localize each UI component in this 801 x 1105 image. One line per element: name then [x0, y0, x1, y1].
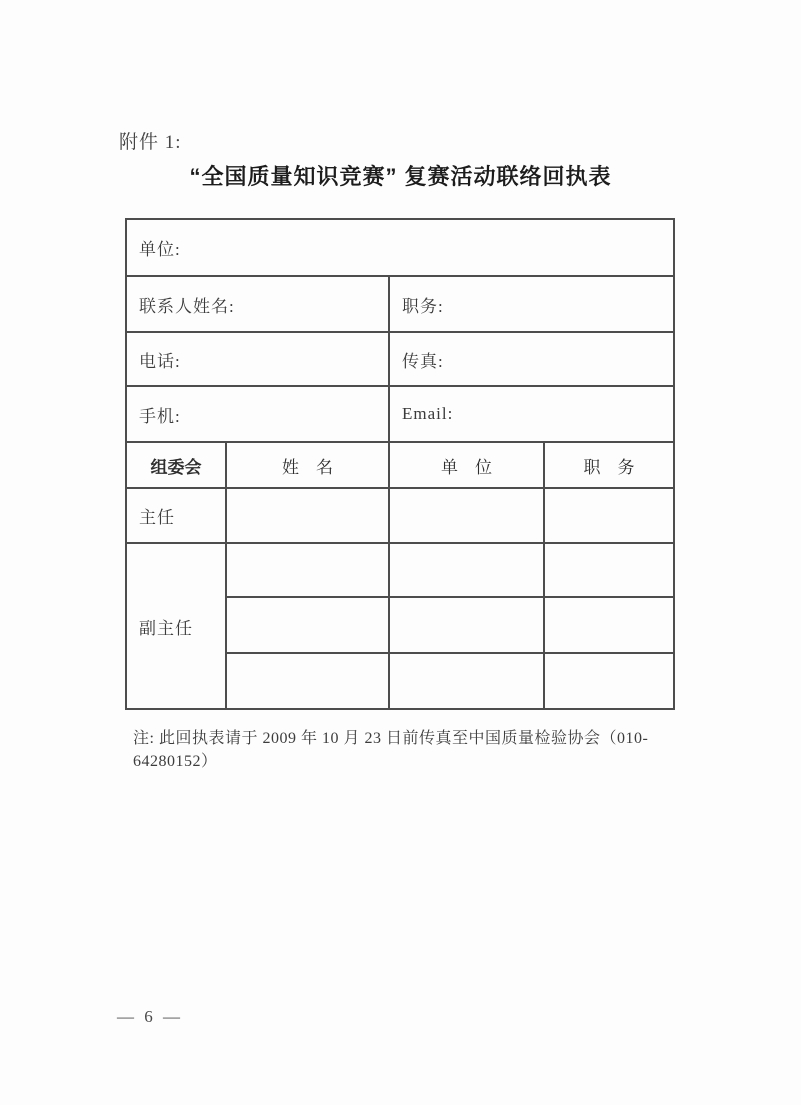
- cell-deputy-2-position: [544, 597, 674, 653]
- unit-field-label: 单位:: [126, 219, 674, 276]
- cell-deputy-2-unit: [389, 597, 544, 653]
- director-row: [126, 488, 674, 543]
- table-row-mobile: [126, 386, 674, 442]
- committee-header-row: [126, 442, 674, 488]
- position-field-label: 职务:: [389, 276, 674, 332]
- table-row-contact: [126, 276, 674, 332]
- mobile-field-label: 手机:: [126, 386, 389, 442]
- contact-name-field-label: 联系人姓名:: [126, 276, 389, 332]
- fax-deadline-note: 注: 此回执表请于 2009 年 10 月 23 日前传真至中国质量检验协会（010-64280152）: [133, 730, 649, 770]
- header-unit: 单 位: [389, 442, 544, 488]
- table-row-unit: [126, 219, 674, 276]
- reply-form-table: [125, 218, 675, 710]
- cell-deputy-1-unit: [389, 543, 544, 597]
- cell-deputy-3-unit: [389, 653, 544, 709]
- cell-director-position: [544, 488, 674, 543]
- page-number: — 6 —: [117, 1007, 183, 1026]
- phone-field-label: 电话:: [126, 332, 389, 386]
- fax-field-label: 传真:: [389, 332, 674, 386]
- cell-deputy-2-name: [226, 597, 389, 653]
- page-title: “全国质量知识竞赛” 复赛活动联络回执表: [189, 164, 612, 189]
- cell-deputy-1-name: [226, 543, 389, 597]
- cell-director-unit: [389, 488, 544, 543]
- deputy-director-row-1: [126, 543, 674, 597]
- email-field-label: Email:: [389, 386, 674, 442]
- cell-deputy-1-position: [544, 543, 674, 597]
- cell-deputy-3-name: [226, 653, 389, 709]
- cell-deputy-3-position: [544, 653, 674, 709]
- table-row-phone: [126, 332, 674, 386]
- deputy-director-row-label: 副主任: [126, 543, 226, 709]
- header-name: 姓 名: [226, 442, 389, 488]
- cell-director-name: [226, 488, 389, 543]
- director-row-label: 主任: [126, 488, 226, 543]
- header-committee: 组委会: [126, 442, 226, 488]
- attachment-label: 附件 1:: [119, 132, 182, 153]
- header-position: 职 务: [544, 442, 674, 488]
